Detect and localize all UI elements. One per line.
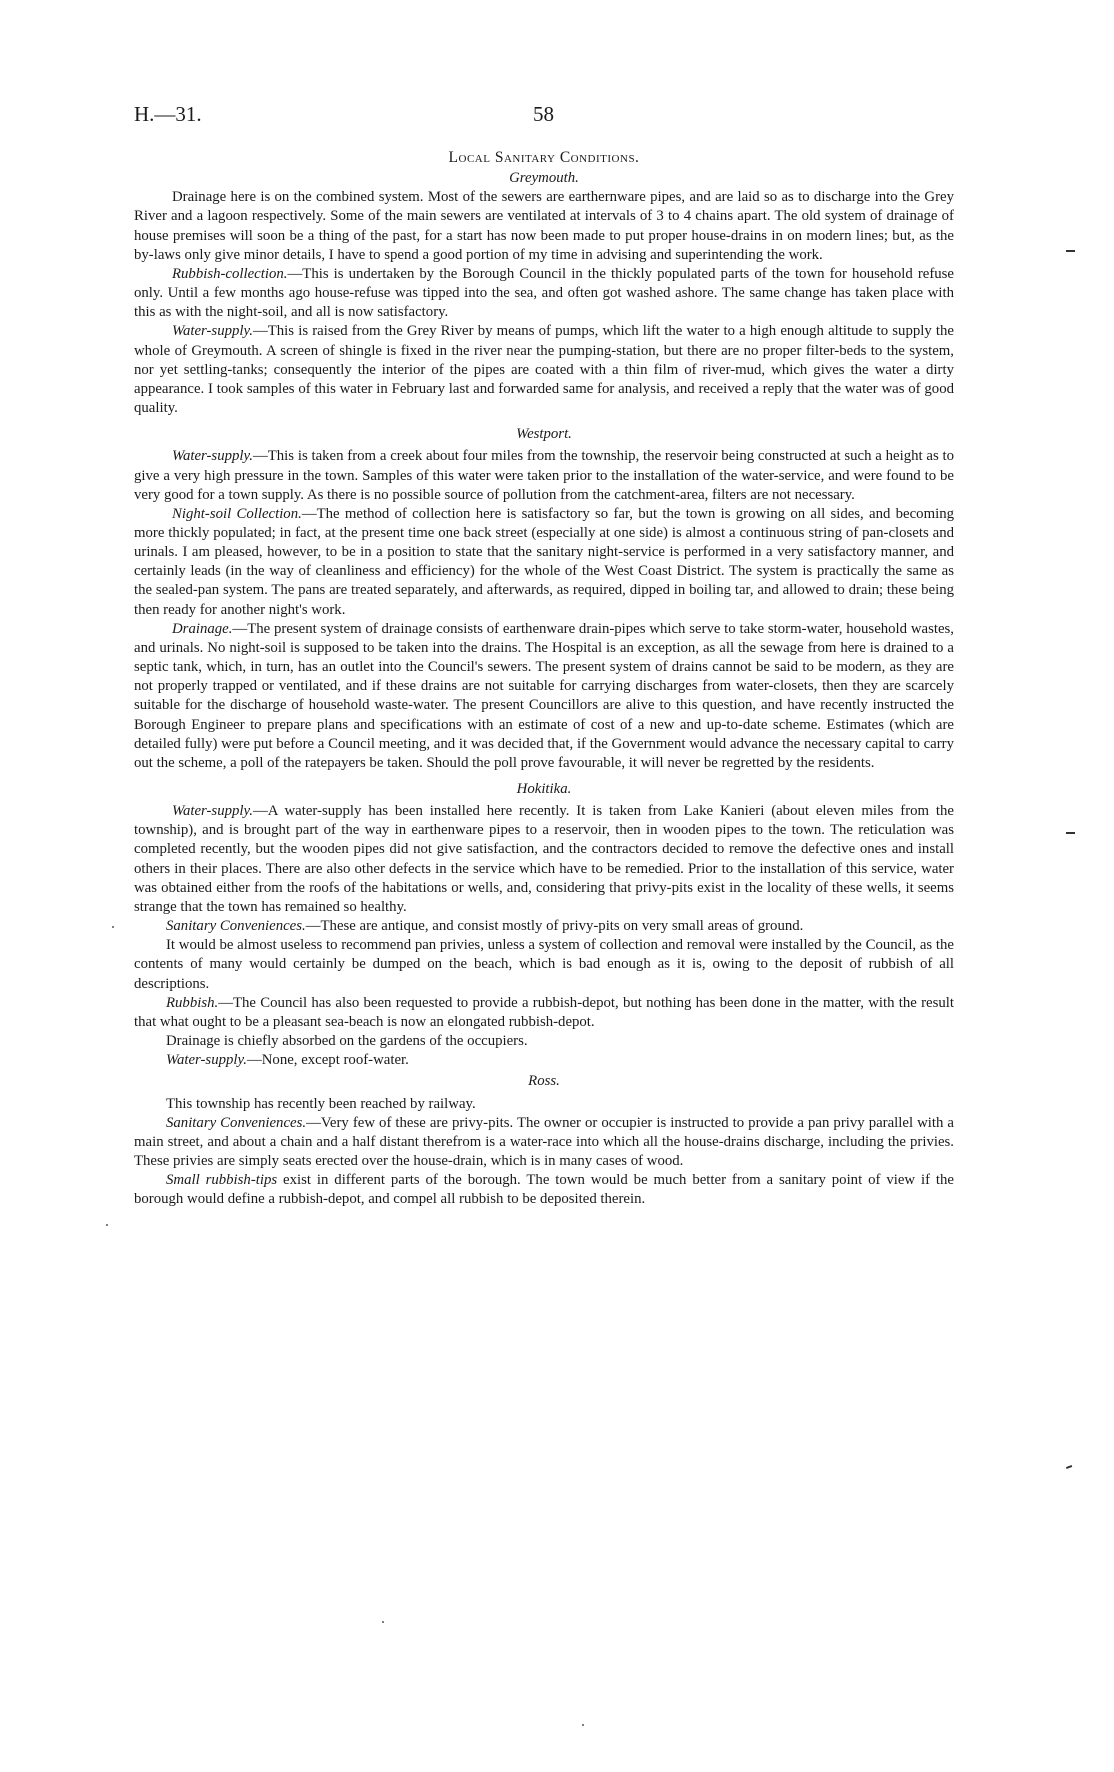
document-reference: H.—31. <box>134 102 202 126</box>
greymouth-drainage-paragraph: Drainage here is on the combined system. Most of the sewers are earthernware pipes, and are laid so as to discharge into the Grey River and a lagoon respectively. Some of the main sewers are ventilated at intervals of 3 to 4 chains apart. The old system of drainage of house premises will soon be a thing of the past, for a start has now been made to put proper house-drains in on modern lines; but, as the by-laws only give minor details, I have to spend a good portion of my time in advising and superintending the work. <box>134 189 954 263</box>
heading-greymouth: Greymouth. <box>509 170 579 187</box>
paragraph-text: —The present system of drainage consists of earthenware drain-pipes which serve to take storm-water, household wastes, and urinals. No night-soil is supposed to be taken into the drains. The Hospital is an exception, as all the sewage from here is drained to a septic tank, which, in turn, has an outlet into the Council's sewers. The present system of drains cannot be said to be modern, as they are not properly trapped or ventilated, and if these drains are not suitable for carrying discharges from water-closets, then they are scarcely suitable for the discharge of household waste-water. The present Councillors are alive to this question, and have recently instructed the Borough Engineer to prepare plans and specifications with an estimate of cost of a new and up-to-date scheme. Estimates (which are detailed fully) were put before a Council meeting, and it was decided that, if the Government would advance the necessary capital to carry out the scheme, a poll of the ratepayers be taken. Should the poll prove favourable, it will never be regretted by the residents. <box>134 620 954 771</box>
page-body <box>134 148 954 1209</box>
westport-drainage-paragraph <box>134 620 954 773</box>
paragraph-lead: Water-supply. <box>172 803 253 820</box>
paragraph-lead: Rubbish-collection. <box>172 265 288 282</box>
paragraph-lead: Rubbish. <box>166 994 219 1011</box>
paragraph-text: —Very few of these are privy-pits. The owner or occupier is instructed to provide a pan privy parallel with a main street, and about a chain and a half distant therefrom is a water-race into which all the house-drains discharge, including the privies. These privies are simply seats erected over the house-drain, which is in many cases of wood. <box>134 1114 954 1169</box>
paragraph-text: exist in different parts of the borough. The town would be much better from a sanitary point of view if the borough would define a rubbish-depot, and compel all rubbish to be deposited therein. <box>134 1172 954 1208</box>
paragraph-text: —This is taken from a creek about four miles from the township, the reservoir being constructed at such a height as to give a very high pressure in the town. Samples of this water were taken prior to the installation of the water-service, and were found to be very good for a town supply. As there is no possible source of pollution from the catchment-area, filters are not necessary. <box>134 448 954 503</box>
margin-mark <box>1066 1465 1072 1468</box>
paragraph-text: —None, except roof-water. <box>246 1052 409 1069</box>
paragraph-text: —The method of collection here is satisfactory so far, but the town is growing on all sides, and becoming more thickly populated; in fact, at the present time one back street (especially at one side) is almost a continuous string of pan-closets and urinals. I am pleased, however, to be in a position to state that the sanitary night-service is performed in a very satisfactory manner, and certainly leads (in the way of cleanliness and efficiency) for the whole of the West Coast District. The system is practically the same as the sealed-pan system. The pans are treated separately, and afterwards, as required, dipped in boiling tar, and allowed to drain; these being then ready for another night's work. <box>134 505 954 618</box>
paragraph-text: —This is undertaken by the Borough Council in the thickly populated parts of the town for household refuse only. Until a few months ago house-refuse was tipped into the sea, and often got washed ashore. The same change has taken place with this as with the night-soil, and all is now satisfactory. <box>134 265 954 321</box>
page-number: 58 <box>533 102 554 126</box>
margin-dot <box>382 1621 384 1623</box>
ross-sanitary-paragraph <box>134 1114 954 1171</box>
heading-westport: Westport. <box>516 426 572 443</box>
paragraph-text: —A water-supply has been installed here recently. It is taken from Lake Kanieri (about eleven miles from the township), and is brought part of the way in earthenware pipes to a reservoir, then in wooden pipes to the town. The reticulation was completed recently, but the wooden pipes did not give satisfaction, and the contractors decided to remove the defective ones and install others in their places. There are also other defects in the service which have to be remedied. Prior to the installation of this service, water was obtained either from the roofs of the habitations or wells, and, considering that privy-pits exist in the locality of these wells, it seems strange that the town has remained so healthy. <box>134 803 954 915</box>
hokitika-sanitary-paragraph <box>134 917 954 936</box>
greymouth-rubbish-paragraph <box>134 265 954 322</box>
ross-railway-paragraph: This township has recently been reached by railway. <box>166 1095 476 1112</box>
hokitika-drainage-paragraph: Drainage is chiefly absorbed on the gardens of the occupiers. <box>166 1033 528 1050</box>
paragraph-lead: Water-supply. <box>172 448 253 465</box>
paragraph-lead: Sanitary Conveniences. <box>166 1114 307 1131</box>
margin-mark <box>1066 832 1075 834</box>
heading-hokitika: Hokitika. <box>516 781 572 797</box>
paragraph-lead: Water-supply. <box>172 323 253 340</box>
hokitika-roof-water-paragraph <box>134 1051 954 1070</box>
greymouth-water-paragraph <box>134 322 954 418</box>
paragraph-lead: Small rubbish-tips <box>166 1172 278 1189</box>
margin-mark <box>1066 250 1075 252</box>
hokitika-rubbish-paragraph <box>134 994 954 1032</box>
section-title: Local Sanitary Conditions. <box>448 149 640 166</box>
paragraph-lead: Night-soil Collection. <box>172 505 302 522</box>
westport-nightsoil-paragraph <box>134 505 954 620</box>
margin-dot <box>106 1224 108 1226</box>
paragraph-text: —This is raised from the Grey River by means of pumps, which lift the water to a high enough altitude to supply the whole of Greymouth. A screen of shingle is fixed in the river near the pumping-station, but there are no proper filter-beds to the system, nor yet settling-tanks; consequently the interior of the pipes are coated with a thin film of river-mud, which gives the water a dirty appearance. I took samples of this water in February last and forwarded same for analysis, and received a reply that the water was of good quality. <box>134 323 954 417</box>
ross-rubbish-tips-paragraph <box>134 1171 954 1209</box>
page-header <box>134 102 980 128</box>
paragraph-lead: Water-supply. <box>166 1052 247 1069</box>
paragraph-lead: Drainage. <box>172 620 233 637</box>
margin-dot <box>112 926 114 928</box>
westport-water-paragraph <box>134 447 954 504</box>
paragraph-lead: Sanitary Conveniences. <box>166 918 306 935</box>
paragraph-text: —The Council has also been requested to provide a rubbish-depot, but nothing has been done in the matter, with the result that what ought to be a pleasant sea-beach is now an elongated rubbish-depot. <box>134 994 954 1030</box>
heading-ross: Ross. <box>528 1073 560 1090</box>
paragraph-text: —These are antique, and consist mostly of privy-pits on very small areas of ground. <box>305 918 804 935</box>
hokitika-pan-privies-paragraph: It would be almost useless to recommend pan privies, unless a system of collection and removal were installed by the Council, as the contents of many would certainly be dumped on the beach, which is bad enough as it is, owing to the deposit of rubbish of all descriptions. <box>134 937 954 992</box>
margin-dot <box>582 1724 584 1726</box>
hokitika-water-paragraph <box>134 802 954 917</box>
